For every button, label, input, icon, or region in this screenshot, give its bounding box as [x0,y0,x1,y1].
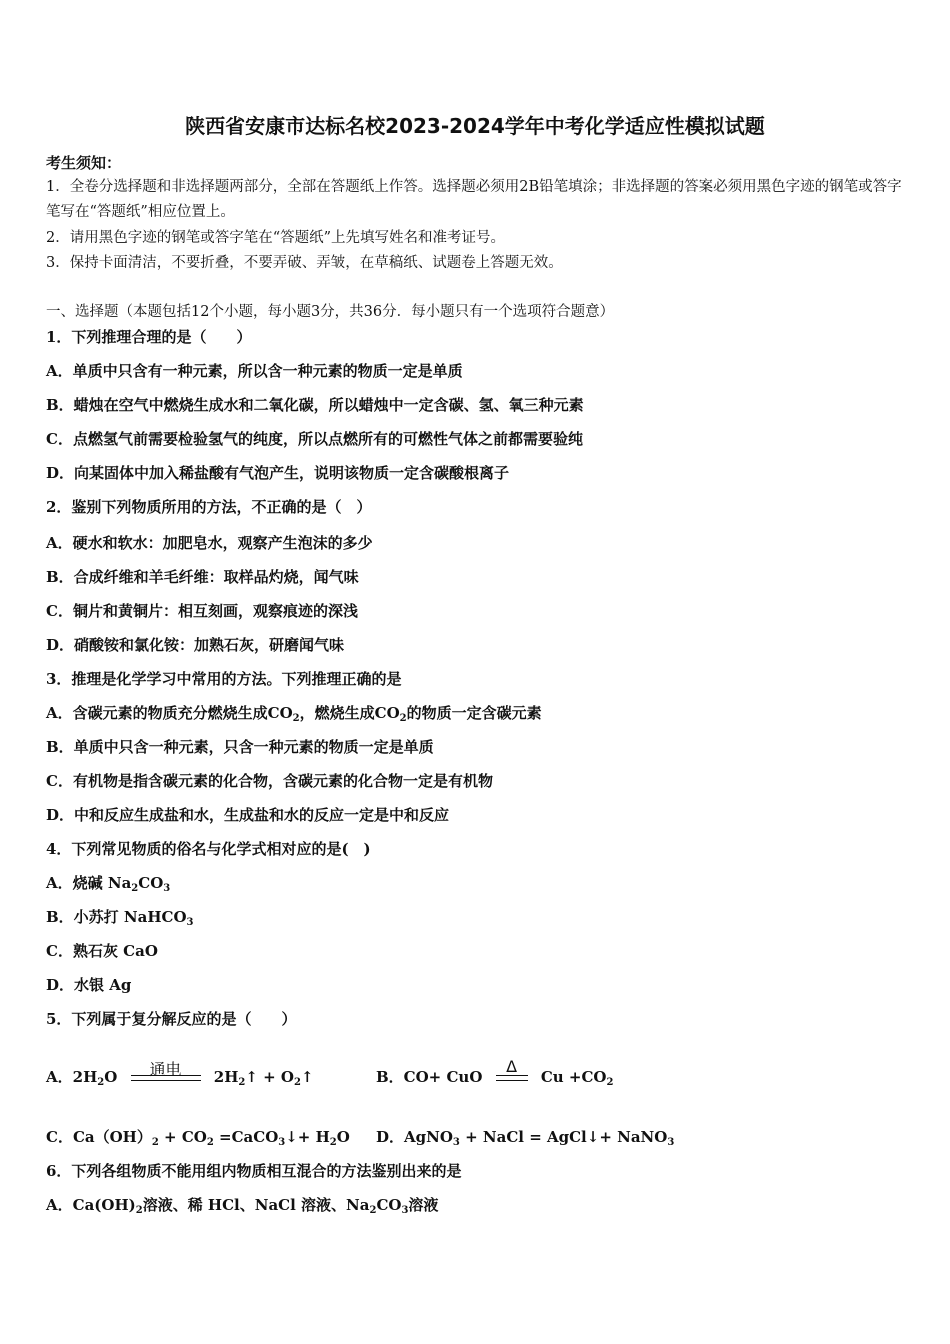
condition-label: Δ [506,1057,518,1076]
reaction-arrow-electrolysis [131,1060,201,1081]
q4-option-a: A．烧碱 $Na_2CO_3$ [46,874,171,894]
q2-option-a: A．硬水和软水：加肥皂水，观察产生泡沫的多少 [46,534,373,552]
q1-option-a: A．单质中只含有一种元素，所以含一种元素的物质一定是单质 [46,362,463,380]
section-heading: 一、选择题（本题包括12个小题，每小题3分，共36分．每小题只有一个选项符合题意） [46,304,615,320]
q3-option-d: D．中和反应生成盐和水，生成盐和水的反应一定是中和反应 [46,806,450,824]
q3-option-b: B．单质中只含一种元素，只含一种元素的物质一定是单质 [46,738,434,756]
reaction-arrow-heat [496,1057,528,1081]
question-1-stem: 1．下列推理合理的是（ ） [46,328,252,346]
page-title: 陕西省安康市达标名校2023-2024学年中考化学适应性模拟试题 [185,114,765,138]
q2-option-c: C．铜片和黄铜片：相互刻画，观察痕迹的深浅 [46,602,358,620]
notice-item-3: 3．保持卡面清洁，不要折叠，不要弄破、弄皱，在草稿纸、试题卷上答题无效。 [46,255,563,271]
q1-option-d: D．向某固体中加入稀盐酸有气泡产生，说明该物质一定含碳酸根离子 [46,464,510,482]
notice-item-2: 2．请用黑色字迹的钢笔或答字笔在“答题纸”上先填写姓名和准考证号。 [46,230,506,246]
q6-option-a: A．$Ca(OH)_2$溶液、稀 HCl、NaCl 溶液、$Na_2CO_3$溶液 [46,1196,439,1216]
q5-option-b: B．CO+ CuO Δ $Cu +CO_2$ [376,1057,614,1088]
question-5-stem: 5．下列属于复分解反应的是（ ） [46,1010,297,1028]
condition-label: 通电 [149,1060,182,1079]
q3-option-a: A．含碳元素的物质充分燃烧生成$CO_2$，燃烧生成$CO_2$的物质一定含碳元素 [46,704,542,724]
notice-heading: 考生须知： [46,154,122,172]
q5-option-c: C．$Ca(OH)_2 + CO_2$ =CaCO$_3$↓+ $H_2O$ [46,1128,350,1148]
q4-option-d: D．水银 Ag [46,976,132,994]
q2-option-b: B．合成纤维和羊毛纤维：取样品灼烧，闻气味 [46,568,359,586]
notice-item-1: 1．全卷分选择题和非选择题两部分，全部在答题纸上作答。选择题必须用2B铅笔填涂；非选择题的答案必须用黑色字迹的钢笔或答字笔写在“答题纸”相应位置上。 [46,179,902,220]
q1-option-c: C．点燃氢气前需要检验氢气的纯度，所以点燃所有的可燃性气体之前都需要验纯 [46,430,583,448]
q4-option-b: B．小苏打 NaHCO$_3$ [46,908,194,928]
question-6-stem: 6．下列各组物质不能用组内物质相互混合的方法鉴别出来的是 [46,1162,462,1180]
q2-option-d: D．硝酸铵和氯化铵：加熟石灰，研磨闻气味 [46,636,345,654]
question-2-stem: 2．鉴别下列物质所用的方法，不正确的是（ ） [46,498,372,516]
q5-option-a: A．$2H_2O$ 通电 $2H_2↑$ + $O_2↑$ [46,1066,314,1087]
question-3-stem: 3．推理是化学学习中常用的方法。下列推理正确的是 [46,670,402,688]
question-4-stem: 4．下列常见物质的俗名与化学式相对应的是( ) [46,840,371,858]
q3-option-c: C．有机物是指含碳元素的化合物，含碳元素的化合物一定是有机物 [46,772,493,790]
q4-option-c: C．熟石灰 CaO [46,942,158,960]
q5-option-d: D．AgNO$_3$ + NaCl = AgCl↓+ NaNO$_3$ [376,1128,675,1148]
q1-option-b: B．蜡烛在空气中燃烧生成水和二氧化碳，所以蜡烛中一定含碳、氢、氧三种元素 [46,396,584,414]
